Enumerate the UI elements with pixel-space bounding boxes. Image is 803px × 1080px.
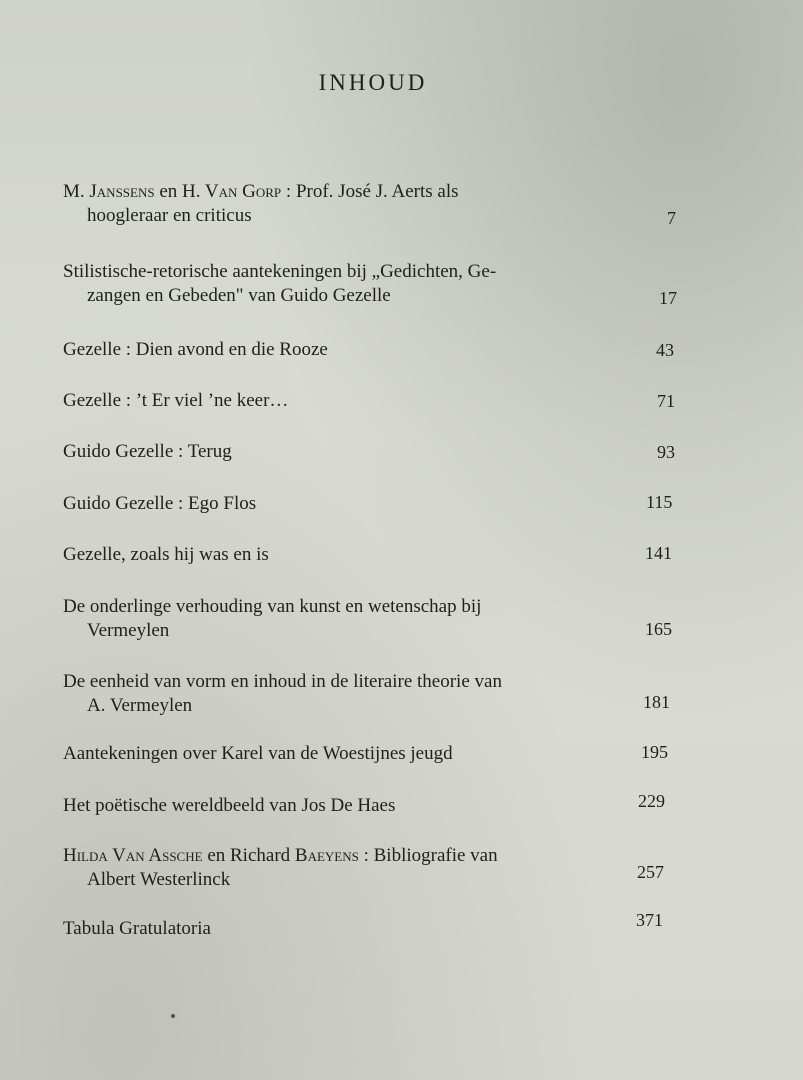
toc-entry	[63, 389, 683, 413]
entry-title: Het poëtische wereldbeeld van Jos De Haes	[63, 795, 396, 816]
entry-page-number: 17	[659, 288, 677, 308]
toc-entry	[63, 794, 683, 818]
entry-page-number: 181	[643, 692, 670, 712]
toc-entry	[63, 180, 683, 228]
entry-page-number: 195	[641, 742, 668, 762]
toc-entry	[63, 440, 683, 464]
entry-page-number: 257	[637, 862, 664, 882]
entry-title: Stilistische-retorische aantekeningen bij „Gedichten, Ge-	[63, 261, 497, 282]
entry-title: Tabula Gratulatoria	[63, 918, 211, 939]
entry-title: : Prof. José J. Aerts als	[281, 181, 459, 202]
entry-page-number: 165	[645, 619, 672, 639]
entry-title-continuation: zangen en Gebeden" van Guido Gezelle	[87, 285, 391, 306]
toc-entry	[63, 595, 683, 643]
entry-title-continuation: A. Vermeylen	[87, 695, 193, 716]
toc-entry	[63, 260, 683, 308]
entry-title: Aantekeningen over Karel van de Woestijnes jeugd	[63, 743, 453, 764]
toc-entry	[63, 543, 683, 567]
entry-author: H. Van Gorp	[182, 181, 282, 202]
entry-author: M. Janssens	[63, 181, 155, 202]
entry-page-number: 229	[638, 791, 665, 811]
toc-entry	[63, 670, 683, 718]
entry-title-continuation: Albert Westerlinck	[87, 869, 231, 890]
entry-page-number: 141	[645, 543, 672, 563]
entry-page-number: 7	[667, 208, 676, 228]
entry-title: Gezelle, zoals hij was en is	[63, 544, 269, 565]
entry-author: Hilda Van Assche	[63, 845, 203, 866]
toc-entry	[63, 492, 683, 516]
entry-page-number: 115	[646, 492, 673, 512]
entry-title: : Bibliografie van	[358, 845, 498, 866]
toc-entry	[63, 844, 683, 892]
entry-author: Baeyens	[294, 845, 359, 866]
entry-page-number: 43	[656, 340, 674, 360]
entry-title: De eenheid van vorm en inhoud in de literaire theorie van	[63, 671, 502, 692]
entry-page-number: 371	[636, 910, 663, 930]
entry-title: Gezelle : Dien avond en die Rooze	[63, 339, 328, 360]
entry-conjunction: en Richard	[202, 845, 295, 866]
entry-title: Guido Gezelle : Terug	[63, 441, 232, 462]
entry-title: Guido Gezelle : Ego Flos	[63, 493, 257, 514]
ink-speck	[171, 1014, 175, 1018]
toc-entry	[63, 338, 683, 362]
page-title: INHOUD	[318, 70, 428, 95]
entry-title-continuation: Vermeylen	[87, 620, 170, 641]
entry-title-continuation: hoogleraar en criticus	[87, 205, 252, 226]
entry-conjunction: en	[154, 181, 183, 202]
entry-title: De onderlinge verhouding van kunst en wetenschap bij	[63, 596, 482, 617]
toc-entry	[63, 742, 683, 766]
entry-page-number: 71	[657, 391, 675, 411]
toc-entry	[63, 917, 683, 941]
entry-title: Gezelle : ’t Er viel ’ne keer…	[63, 390, 289, 411]
entry-page-number: 93	[657, 442, 675, 462]
